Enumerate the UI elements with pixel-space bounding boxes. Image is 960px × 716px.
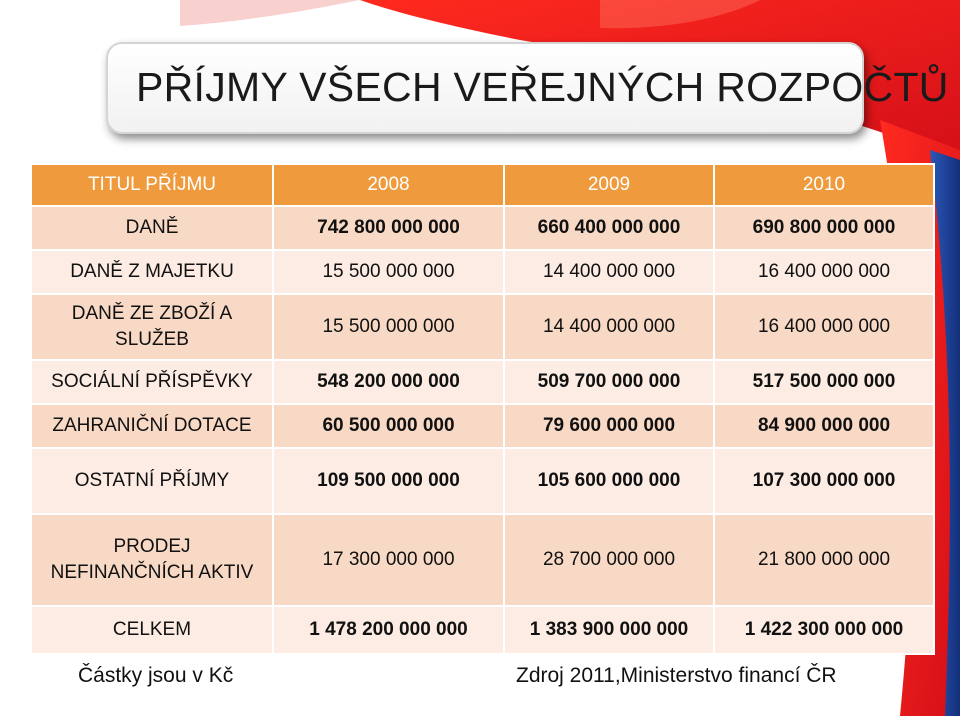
cell-value: 109 500 000 000: [273, 448, 504, 514]
cell-value: 14 400 000 000: [504, 250, 714, 294]
cell-value: 1 478 200 000 000: [273, 606, 504, 654]
currency-note: Částky jsou v Kč: [78, 664, 234, 687]
header-2009: 2009: [504, 164, 714, 206]
row-label: PRODEJ NEFINANČNÍCH AKTIV: [31, 514, 273, 606]
header-2008: 2008: [273, 164, 504, 206]
cell-value: 742 800 000 000: [273, 206, 504, 250]
table-row: [31, 294, 934, 360]
table-row: [31, 360, 934, 404]
cell-value: 28 700 000 000: [504, 514, 714, 606]
table-row: [31, 514, 934, 606]
row-label: DANĚ: [31, 206, 273, 250]
title-box: [106, 42, 949, 134]
cell-value: 21 800 000 000: [714, 514, 934, 606]
cell-value: 105 600 000 000: [504, 448, 714, 514]
cell-value: 1 383 900 000 000: [504, 606, 714, 654]
cell-value: 60 500 000 000: [273, 404, 504, 448]
cell-value: 15 500 000 000: [273, 250, 504, 294]
cell-value: 14 400 000 000: [504, 294, 714, 360]
cell-value: 15 500 000 000: [273, 294, 504, 360]
page-title: PŘÍJMY VŠECH VEŘEJNÝCH ROZPOČTŮ: [136, 64, 949, 110]
cell-value: 79 600 000 000: [504, 404, 714, 448]
row-label: ZAHRANIČNÍ DOTACE: [31, 404, 273, 448]
cell-value: 107 300 000 000: [714, 448, 934, 514]
cell-value: 16 400 000 000: [714, 294, 934, 360]
row-label: SOCIÁLNÍ PŘÍSPĚVKY: [31, 360, 273, 404]
row-label: DANĚ Z MAJETKU: [31, 250, 273, 294]
cell-value: 660 400 000 000: [504, 206, 714, 250]
cell-value: 517 500 000 000: [714, 360, 934, 404]
cell-value: 548 200 000 000: [273, 360, 504, 404]
cell-value: 84 900 000 000: [714, 404, 934, 448]
table-row: [31, 404, 934, 448]
table-header-row: [31, 164, 934, 206]
cell-value: 509 700 000 000: [504, 360, 714, 404]
cell-value: 1 422 300 000 000: [714, 606, 934, 654]
table-row: [31, 448, 934, 514]
table-row: [31, 206, 934, 250]
cell-value: 16 400 000 000: [714, 250, 934, 294]
header-2010: 2010: [714, 164, 934, 206]
cell-value: 690 800 000 000: [714, 206, 934, 250]
row-label: OSTATNÍ PŘÍJMY: [31, 448, 273, 514]
cell-value: 17 300 000 000: [273, 514, 504, 606]
source-note: Zdroj 2011,Ministerstvo financí ČR: [516, 664, 837, 687]
table-row: [31, 250, 934, 294]
header-title: TITUL PŘÍJMU: [31, 164, 273, 206]
row-label: DANĚ ZE ZBOŽÍ A SLUŽEB: [31, 294, 273, 360]
row-label: CELKEM: [31, 606, 273, 654]
table-row: [31, 606, 934, 654]
revenue-table: [30, 163, 935, 655]
